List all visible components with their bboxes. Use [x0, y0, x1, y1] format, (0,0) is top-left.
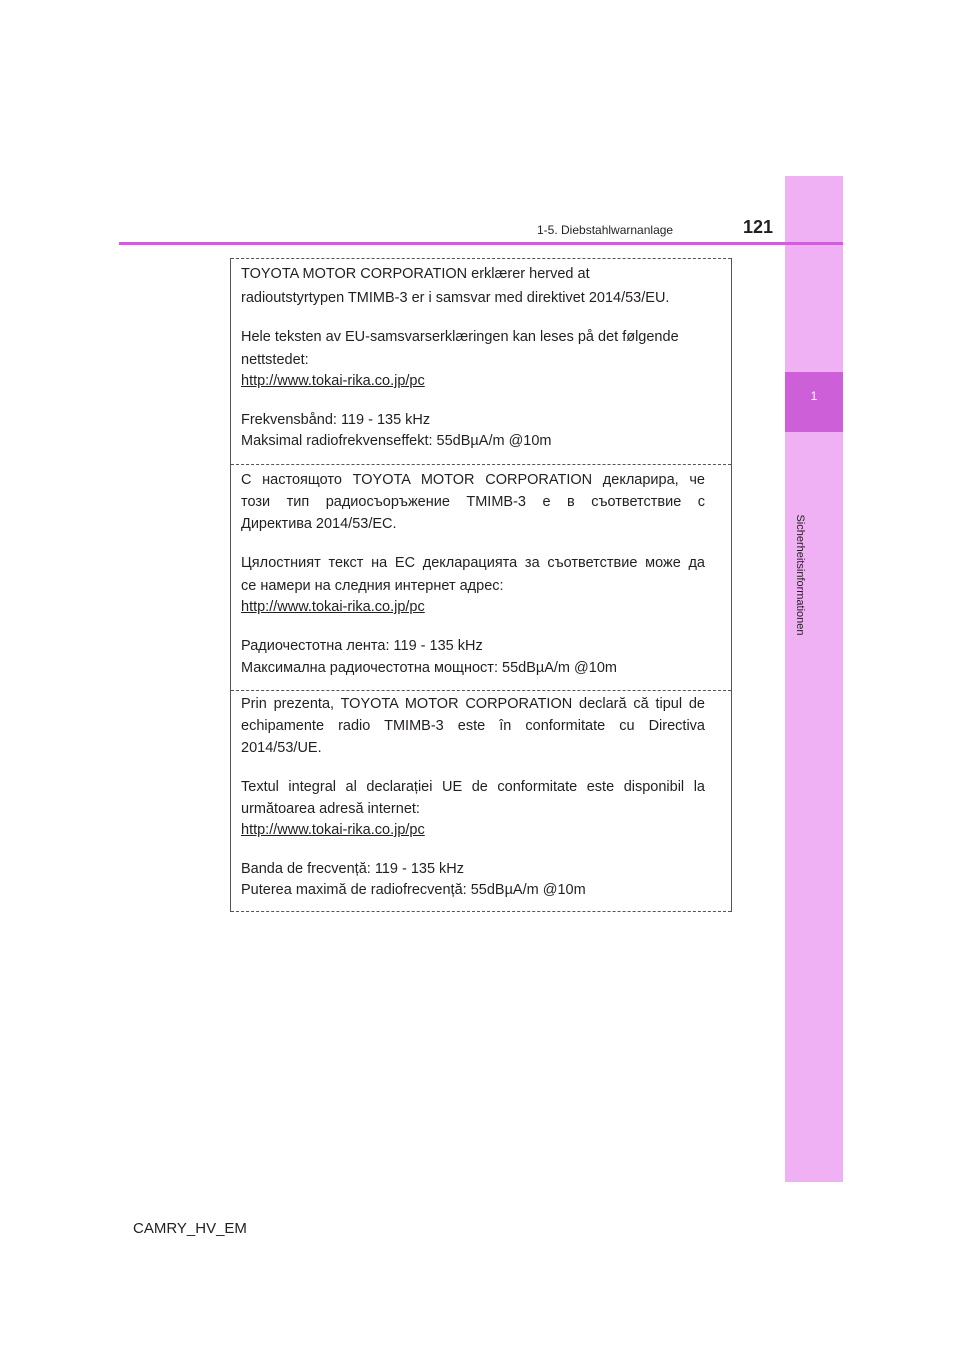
romanian-link[interactable]: http://www.tokai-rika.co.jp/pc [241, 822, 425, 838]
romanian-line-5: următoarea adresă internet: [241, 801, 420, 817]
bulgarian-line-2: този тип радиосъоръжение TMIMB-3 е в съответствие с [241, 494, 705, 510]
romanian-line-6: Banda de frecvență: 119 - 135 kHz [241, 861, 465, 877]
model-code: CAMRY_HV_EM [133, 1220, 247, 1237]
norwegian-line-4: nettstedet: [241, 352, 309, 368]
norwegian-line-1: TOYOTA MOTOR CORPORATION erklærer herved at [241, 266, 590, 282]
norwegian-link[interactable]: http://www.tokai-rika.co.jp/pc [241, 373, 425, 389]
norwegian-url[interactable] [241, 370, 705, 392]
bulgarian-line-4: Цялостният текст на ЕС декларацията за съответствие може да [241, 555, 705, 571]
bulgarian-link[interactable]: http://www.tokai-rika.co.jp/pc [241, 599, 425, 615]
declaration-romanian [231, 690, 731, 912]
romanian-line-1: Prin prezenta, TOYOTA MOTOR CORPORATION declară că tipul de [241, 696, 705, 712]
norwegian-line-6: Maksimal radiofrekvenseffekt: 55dBµA/m @10m [241, 433, 552, 449]
romanian-line-2: echipamente radio TMIMB-3 este în conformitate cu Directiva [241, 718, 705, 734]
declaration-bulgarian [231, 464, 731, 690]
header-rule [119, 242, 843, 245]
declaration-norwegian [231, 258, 731, 464]
chapter-number: 1 [810, 389, 818, 403]
norwegian-line-3: Hele teksten av EU-samsvarserklæringen kan leses på det følgende [241, 329, 679, 345]
page-number: 121 [743, 217, 774, 237]
chapter-label-text: Sicherheitsinformationen [794, 514, 806, 636]
bulgarian-line-6: Радиочестотна лента: 119 - 135 kHz [241, 638, 483, 654]
romanian-line-4: Textul integral al declarației UE de conformitate este disponibil la [241, 779, 705, 795]
bulgarian-line-1: С настоящото TOYOTA MOTOR CORPORATION декларира, че [241, 472, 705, 488]
romanian-url[interactable] [241, 819, 705, 841]
norwegian-line-5: Frekvensbånd: 119 - 135 kHz [241, 412, 431, 428]
chapter-side-tab [785, 176, 843, 1182]
romanian-line-7: Puterea maximă de radiofrecvență: 55dBµA/m @10m [241, 882, 586, 898]
bulgarian-url[interactable] [241, 596, 705, 618]
declaration-box [230, 258, 732, 912]
bulgarian-line-5: се намери на следния интернет адрес: [241, 578, 504, 594]
bulgarian-line-7: Максимална радиочестотна мощност: 55dBµA/m @10m [241, 660, 617, 676]
norwegian-line-2: radioutstyrtypen TMIMB-3 er i samsvar med direktivet 2014/53/EU. [241, 290, 670, 306]
romanian-line-3: 2014/53/UE. [241, 740, 322, 756]
section-title: 1-5. Diebstahlwarnanlage [537, 223, 674, 237]
bulgarian-line-3: Директива 2014/53/ЕС. [241, 516, 397, 532]
